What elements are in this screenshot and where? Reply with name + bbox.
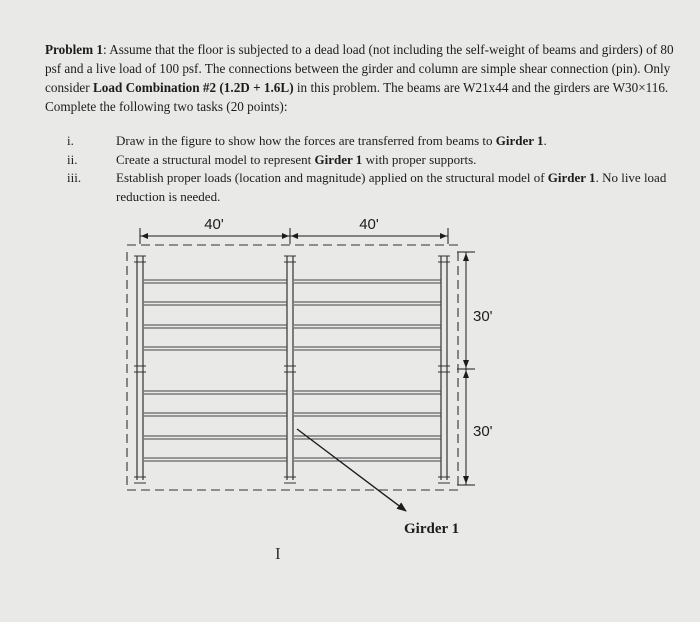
problem-text-2: in this problem. The beams are W21x44 and the girders are W30×116. Complete the following two tasks (20 points): [45, 80, 669, 114]
top-dimension [140, 228, 448, 244]
right-dimension [457, 252, 475, 485]
problem-text-1: : Assume that the floor is subjected to a dead load (not including the self-weight of beams and girders) of 80 psf and a live load of 100 psf. The connections between the girder and column are simple shear connection (pin). Only consider [45, 42, 674, 95]
problem-label: Problem 1 [45, 42, 103, 57]
column-marker [284, 366, 296, 372]
task-text: Create a structural model to represent [116, 151, 315, 167]
task-text-end: with proper supports. [362, 151, 477, 167]
column-marker [284, 477, 296, 483]
column-marker [284, 256, 296, 262]
task-text-end: . No live load reduction is needed. [116, 170, 667, 204]
girder-leader-arrow [297, 429, 406, 511]
column-marker [438, 256, 450, 262]
column-marker [438, 477, 450, 483]
task-number: ii. [67, 151, 78, 167]
dim-label-top: 30' [473, 308, 493, 325]
task-bold: Girder 1 [547, 170, 596, 185]
girders [137, 256, 447, 480]
load-combination-label: Load Combination [92, 80, 200, 95]
task-bold: Girder 1 [314, 151, 363, 167]
column-marker [438, 366, 450, 372]
task-text: Draw in the figure to show how the forces are transferred from beams to [116, 133, 496, 148]
column-marker [134, 366, 146, 372]
dim-label-bottom: 30' [473, 423, 493, 440]
beams-left-bay [144, 280, 287, 461]
task-number: iii. [67, 170, 82, 185]
girder-label: Girder 1 [404, 521, 460, 537]
load-combination-value: #2 (1.2D + 1.6L) [202, 80, 294, 95]
column-marker [134, 477, 146, 483]
dim-label-left: 40' [204, 216, 224, 233]
task-text-end: . [543, 133, 547, 148]
text-cursor-icon: I [275, 544, 281, 563]
column-marker [134, 256, 146, 262]
beam-lines [144, 280, 287, 461]
beams-right-bay [294, 280, 441, 461]
dim-label-right: 40' [359, 216, 379, 233]
task-number: i. [67, 133, 74, 148]
task-text: Establish proper loads (location and magnitude) applied on the structural model of [116, 170, 548, 185]
columns [134, 256, 450, 483]
beam-lines [294, 280, 441, 461]
task-bold: Girder 1 [495, 133, 544, 148]
